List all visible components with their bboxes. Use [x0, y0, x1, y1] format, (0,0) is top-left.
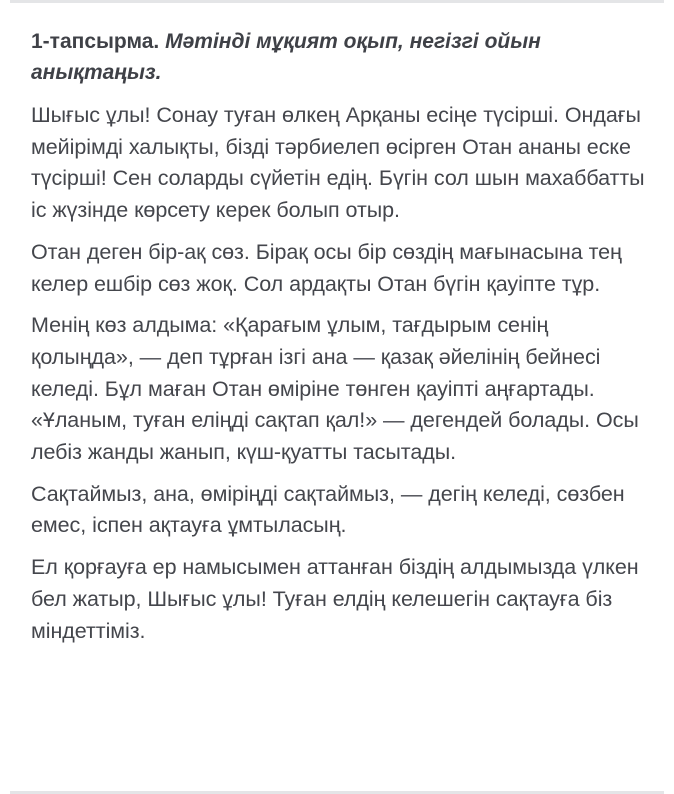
task-instruction: Мәтінді мұқият оқып, негізгі ойын анықтаңыз.: [31, 30, 541, 84]
top-divider: [10, 0, 664, 3]
task-card: [31, 26, 651, 657]
text-paragraph-2: Отан деген бір-ақ сөз. Бірақ осы бір сөздің мағынасына тең келер ешбір сөз жоқ. Сол ардақты Отан бүгін қауіпте тұр.: [31, 239, 622, 296]
text-paragraph-5: Ел қорғауға ер намысымен аттанған біздің алдымызда үлкен бел жатыр, Шығыс ұлы! Туған елдің келешегін сақтауға біз міндеттіміз.: [31, 555, 639, 643]
text-paragraph-3: Менің көз алдыма: «Қарағым ұлым, тағдырым сенің қолыңда», — деп тұрған ізгі ана — қазақ әйелінің бейнесі келеді. Бұл маған Отан өміріне төнген қауіпті аңғартады. «Ұланым, туған еліңді сақтап қал!» — дегендей болады. Осы лебіз жанды жанып, күш-қуатты тасытады.: [31, 313, 639, 465]
text-paragraph-4: Сақтаймыз, ана, өміріңді сақтаймыз, — дегің келеді, сөзбен емес, іспен ақтауға ұмтыласың.: [31, 481, 625, 538]
task-number: 1-тапсырма.: [31, 30, 160, 53]
text-paragraph-1: Шығыс ұлы! Сонау туған өлкең Арқаны есіңе түсірші. Ондағы мейірімді халықты, бізді тәрбиелеп өсірген Отан ананы еске түсірші! Сен соларды сүйетін едің. Бүгін сол шын махаббатты іс жүзінде көрсету керек болып отыр.: [31, 103, 645, 223]
task-heading: [31, 26, 651, 88]
